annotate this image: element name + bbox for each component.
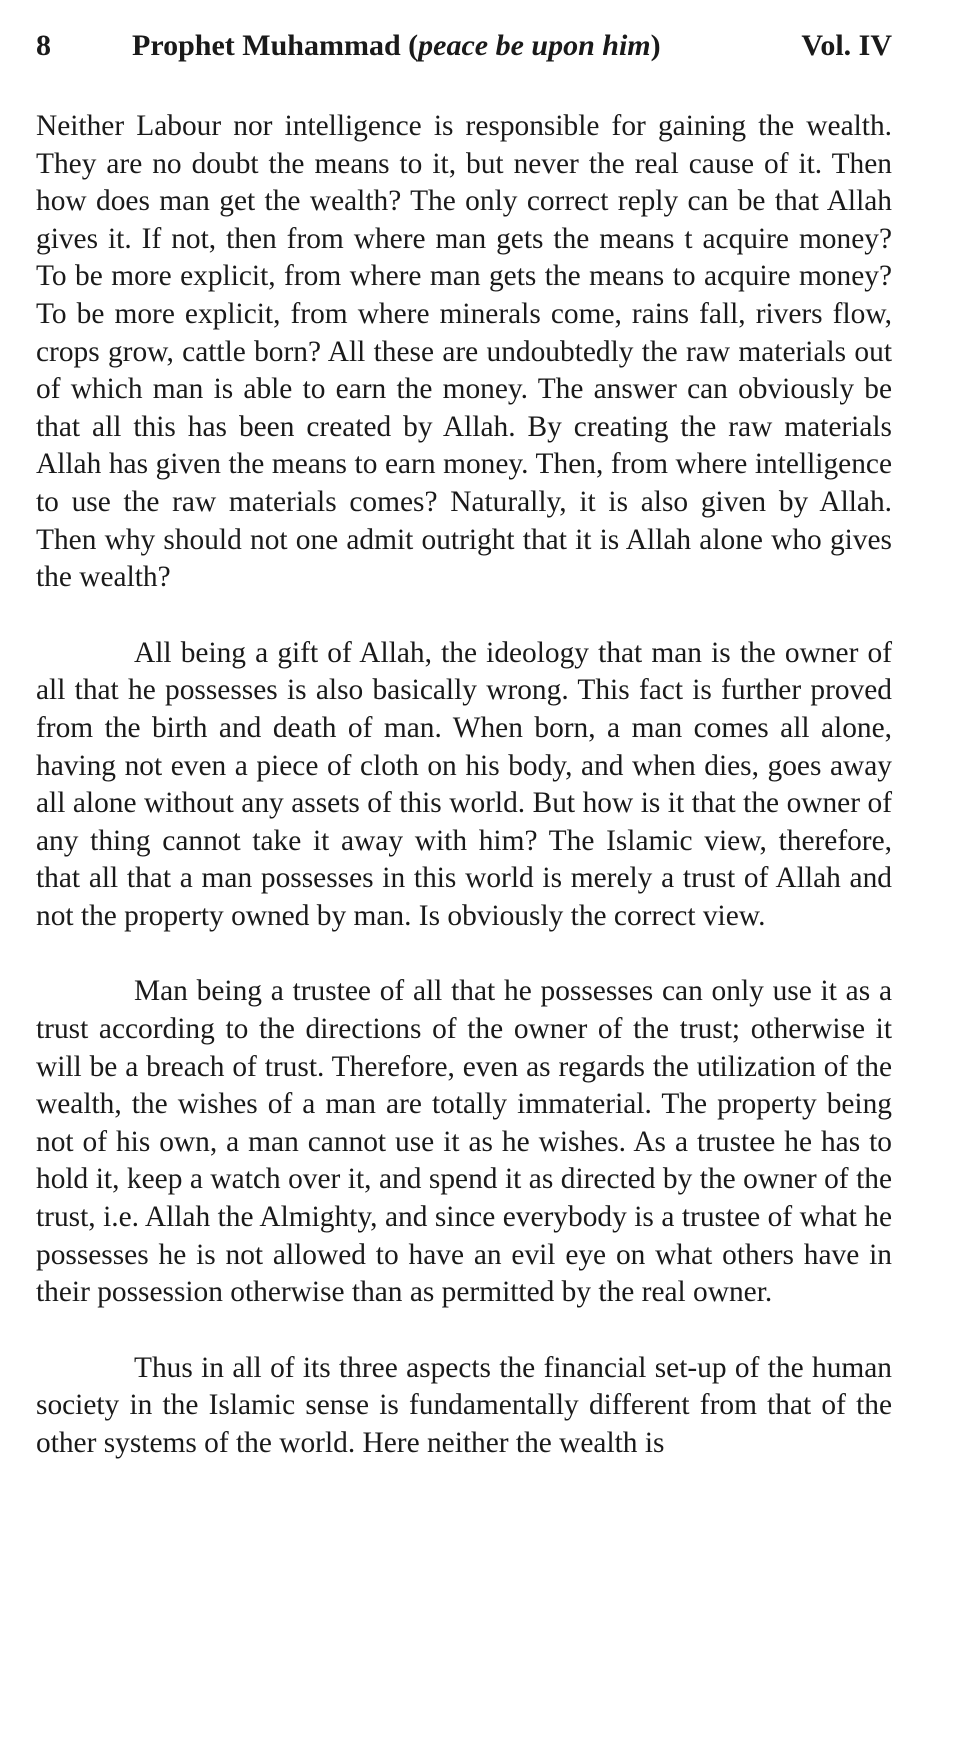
book-title-main: Prophet Muhammad	[132, 29, 401, 62]
paragraph-2: All being a gift of Allah, the ideology that man is the owner of all that he possesses is also basically wrong. This fact is further proved from the birth and death of man. When born, a man comes all alone, having not even a piece of cloth on his body, and when dies, goes away all alone without any assets of this world. But how is it that the owner of any thing cannot take it away with him? The Islamic view, therefore, that all that a man possesses in this world is merely a trust of Allah and not the property owned by man. Is obviously the correct view.	[36, 636, 892, 932]
book-title-honorific: peace be upon him	[418, 29, 651, 62]
volume-label: Vol. IV	[801, 29, 892, 62]
book-title-close-paren: )	[650, 29, 661, 62]
book-page	[36, 0, 892, 1501]
paragraph-1: Neither Labour nor intelligence is responsible for gaining the wealth. They are no doubt the means to it, but never the real cause of it. Then how does man get the wealth? The only correct reply can be that Allah gives it. If not, then from where man gets the means t acquire money? To be more explicit, from where man gets the means to acquire money? To be more explicit, from where minerals come, rains fall, rivers flow, crops grow, cattle born? All these are undoubtedly the raw materials out of which man is able to earn the money. The answer can obviously be that all this has been created by Allah. By creating the raw materials Allah has given the means to earn money. Then, from where intelligence to use the raw materials comes? Naturally, it is also given by Allah. Then why should not one admit outright that it is Allah alone who gives the wealth?	[36, 110, 892, 594]
running-header	[36, 26, 892, 74]
page-number: 8	[36, 29, 51, 62]
body-text	[36, 108, 892, 1463]
paragraph-3: Man being a trustee of all that he possesses can only use it as a trust according to the directions of the owner of the trust; otherwise it will be a breach of trust. Therefore, even as regards the utilization of the wealth, the wishes of a man are totally immaterial. The property being not of his own, a man cannot use it as he wishes. As a trustee he has to hold it, keep a watch over it, and spend it as directed by the owner of the trust, i.e. Allah the Almighty, and since everybody is a trustee of what he possesses he is not allowed to have an evil eye on what others have in their possession otherwise than as permitted by the real owner.	[36, 975, 892, 1309]
book-title	[132, 26, 661, 66]
paragraph-4: Thus in all of its three aspects the financial set-up of the human society in the Islamic sense is fundamentally different from that of the other systems of the world. Here neither the wealth is	[36, 1351, 892, 1459]
book-title-open-paren: (	[408, 29, 419, 62]
